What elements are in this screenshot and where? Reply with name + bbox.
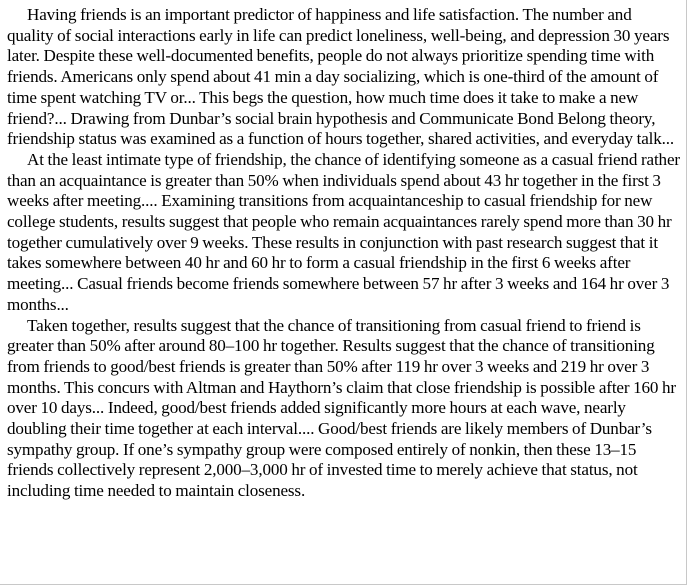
paragraph-3: Taken together, results suggest that the chance of transitioning from casual friend to friend is greater than 50% after around 80–100 hr together. Results suggest that the chance of transitioning from friends to good/best friends is greater than 50% after 119 hr over 3 weeks and 219 hr over 3 months. This concurs with Altman and Haythorn’s claim that close friendship is possible after 160 hr over 10 days... Indeed, good/best friends added significantly more hours at each wave, nearly doubling their time together at each interval.... Good/best friends are likely members of Dunbar’s sympathy group. If one’s sympathy group were composed entirely of nonkin, then these 13–15 friends collectively represent 2,000–3,000 hr of invested time to merely achieve that status, not including time needed to maintain closeness. <box>7 315 676 501</box>
paragraph-2: At the least intimate type of friendship, the chance of identifying someone as a casual friend rather than an acquaintance is greater than 50% when individuals spend about 43 hr together in the first 3 weeks after meeting.... Examining transitions from acquaintanceship to casual friendship for new college students, results suggest that people who remain acquaintances rarely spend more than 30 hr together cumulatively over 9 weeks. These results in conjunction with past research suggest that it takes somewhere between 40 hr and 60 hr to form a casual friendship in the first 6 weeks after meeting... Casual friends become friends somewhere between 57 hr after 3 weeks and 164 hr over 3 months... <box>7 149 680 314</box>
paragraph-1: Having friends is an important predictor of happiness and life satisfaction. The number and quality of social interactions early in life can predict loneliness, well-being, and depression 30 years later. Despite these well-documented benefits, people do not always prioritize spending time with friends. Americans only spend about 41 min a day socializing, which is one-third of the amount of time spent watching TV or... This begs the question, how much time does it take to make a new friend?... Drawing from Dunbar’s social brain hypothesis and Communicate Bond Belong theory, friendship status was examined as a function of hours together, shared activities, and everyday talk... <box>7 5 675 149</box>
